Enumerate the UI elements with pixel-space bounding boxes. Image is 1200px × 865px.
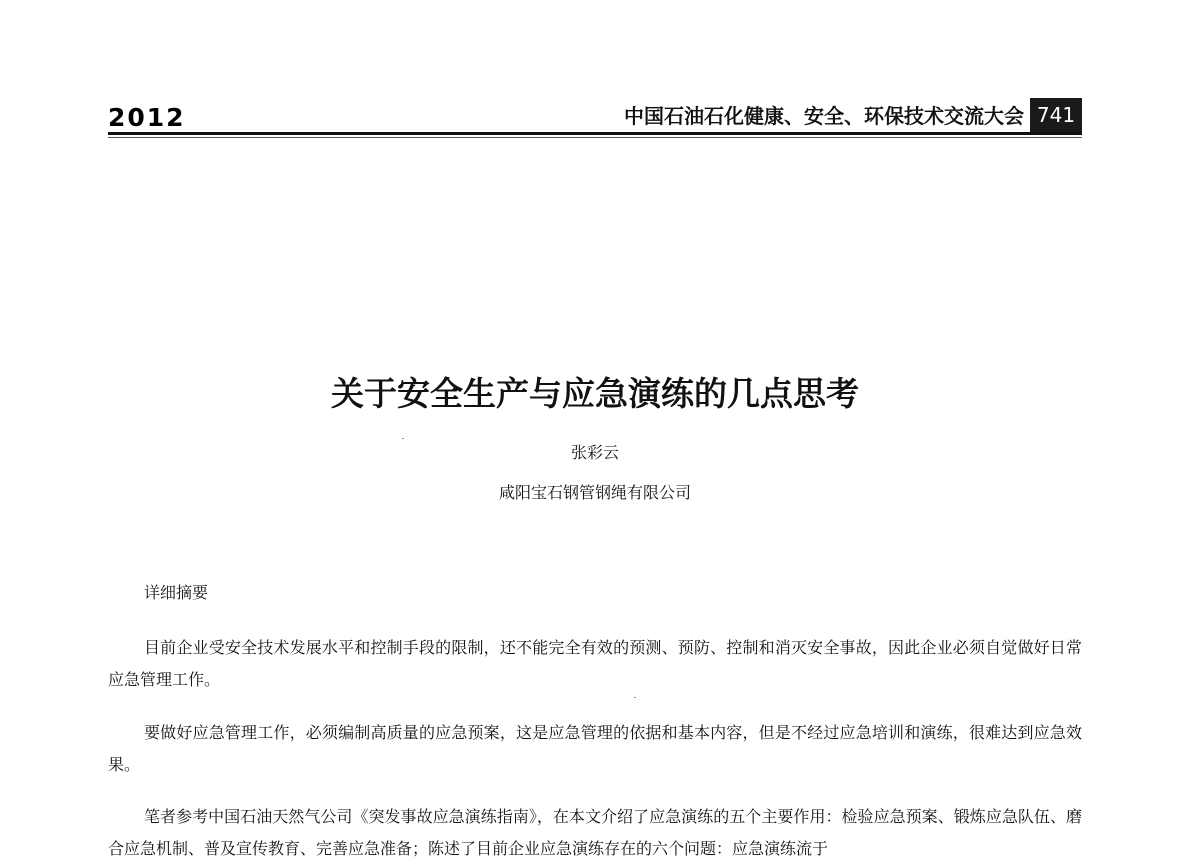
header-rule [108, 132, 1082, 135]
article-affiliation: 咸阳宝石钢管钢绳有限公司 [498, 483, 691, 502]
header-conference-name: 中国石油石化健康、安全、环保技术交流大会 [624, 104, 1024, 128]
scan-speck [402, 438, 404, 439]
abstract-paragraph: 笔者参考中国石油天然气公司《突发事故应急演练指南》，在本文介绍了应急演练的五个主要作用：检验应急预案、锻炼应急队伍、磨合应急机制、普及宣传教育、完善应急准备；陈述了目前企业应急演练存在的六个问题：应急演练流于 [108, 807, 1082, 858]
header-rule-thin [108, 137, 1082, 138]
scan-speck [634, 697, 636, 698]
article-author: 张彩云 [570, 443, 619, 462]
abstract-paragraph: 要做好应急管理工作，必须编制高质量的应急预案，这是应急管理的依据和基本内容，但是不经过应急培训和演练，很难达到应急效果。 [108, 723, 1082, 774]
header-page-number: 741 [1030, 98, 1082, 132]
article-title: 关于安全生产与应急演练的几点思考 [331, 374, 859, 413]
abstract-heading: 详细摘要 [144, 583, 209, 602]
header-year: 2012 [108, 103, 186, 132]
running-header [108, 98, 1082, 132]
abstract-paragraph: 目前企业受安全技术发展水平和控制手段的限制，还不能完全有效的预测、预防、控制和消灭安全事故，因此企业必须自觉做好日常应急管理工作。 [108, 638, 1082, 689]
